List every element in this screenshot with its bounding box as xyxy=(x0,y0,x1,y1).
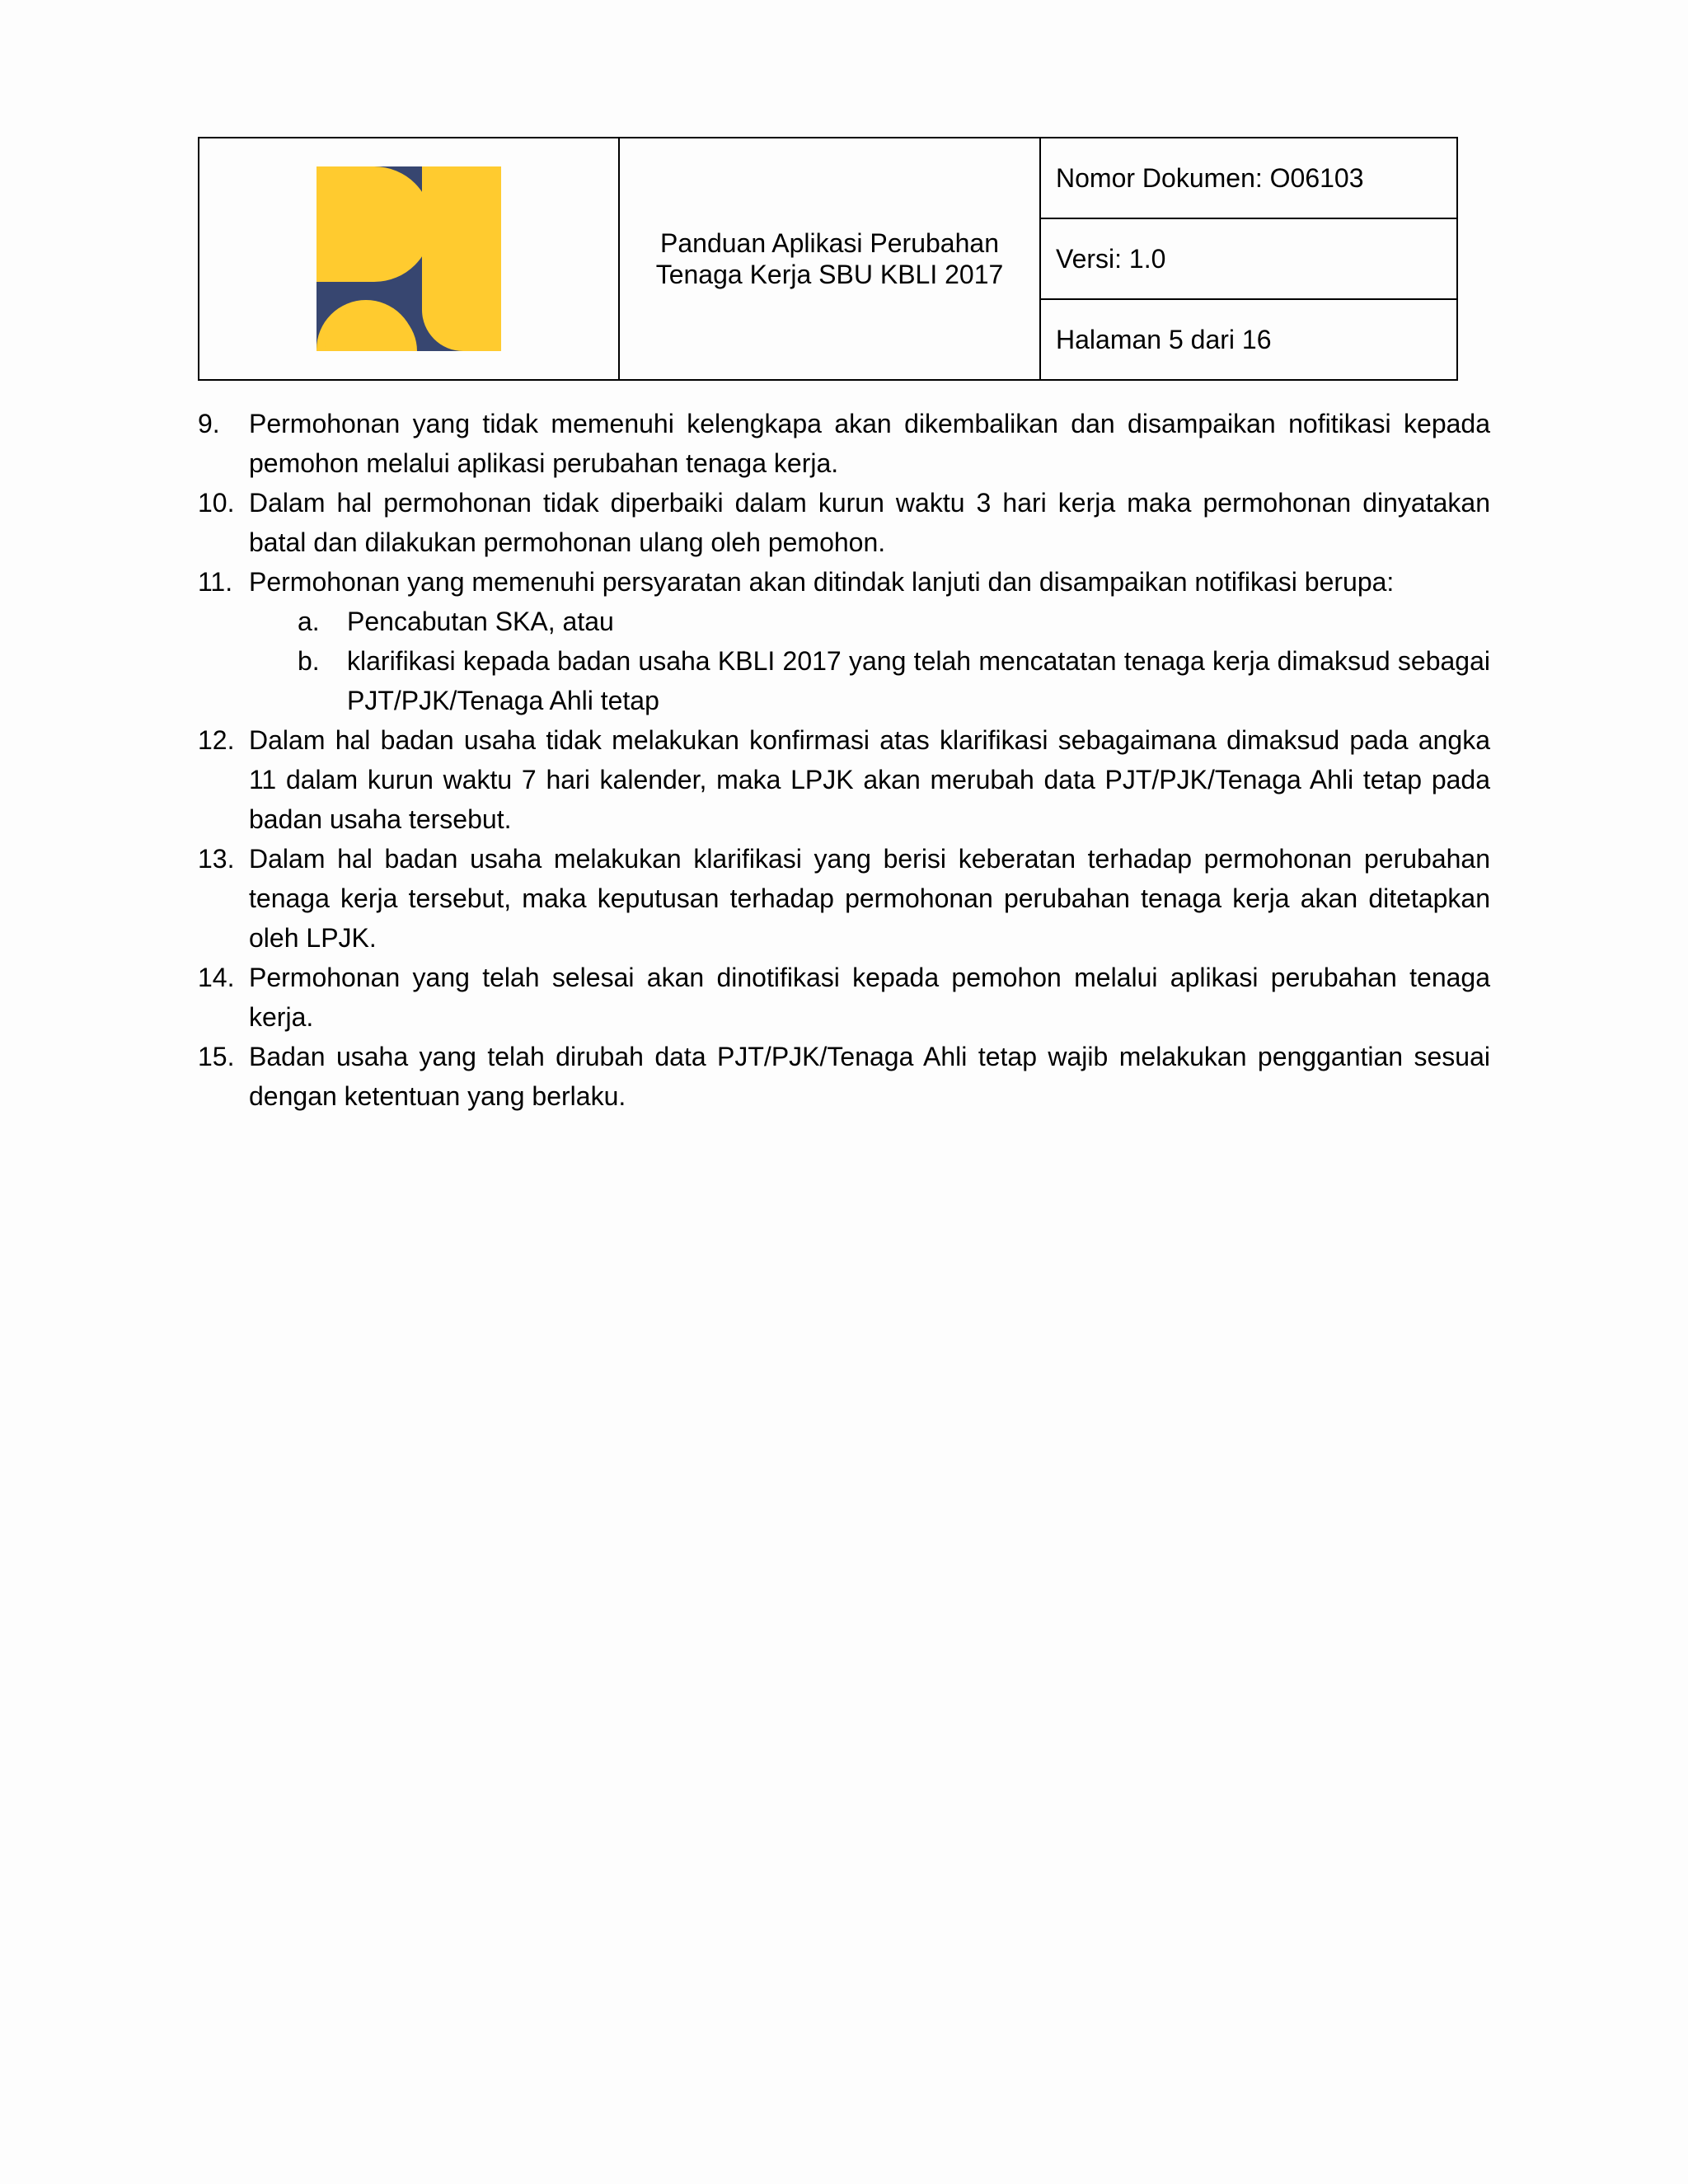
list-item-text: Permohonan yang telah selesai akan dinotifikasi kepada pemohon melalui aplikasi perubahan tenaga kerja. xyxy=(249,963,1490,1032)
sub-list-item-letter: b. xyxy=(298,646,320,676)
sub-list-item xyxy=(198,602,1490,641)
list-item-text: Permohonan yang tidak memenuhi kelengkapa akan dikembalikan dan disampaikan nofitikasi kepada pemohon melalui aplikasi perubahan tenaga kerja. xyxy=(249,409,1490,478)
sub-list-item xyxy=(198,641,1490,720)
sub-list-item-text: Pencabutan SKA, atau xyxy=(347,607,614,636)
page-number: Halaman 5 dari 16 xyxy=(1040,299,1457,380)
list-item xyxy=(198,483,1490,562)
list-item xyxy=(198,958,1490,1037)
list-item-text: Dalam hal badan usaha melakukan klarifikasi yang berisi keberatan terhadap permohonan perubahan tenaga kerja tersebut, maka keputusan terhadap permohonan perubahan tenaga kerja akan ditetapkan oleh LPJK. xyxy=(249,844,1490,953)
list-item xyxy=(198,562,1490,602)
list-item-number: 9. xyxy=(198,409,220,438)
list-item xyxy=(198,1037,1490,1116)
list-item-number: 11. xyxy=(198,567,233,597)
list-item-number: 12. xyxy=(198,725,235,755)
doc-version: Versi: 1.0 xyxy=(1040,218,1457,299)
document-title-line2: Tenaga Kerja SBU KBLI 2017 xyxy=(655,260,1004,289)
logo-cell xyxy=(199,138,619,380)
list-item-text: Dalam hal permohonan tidak diperbaiki dalam kurun waktu 3 hari kerja maka permohonan dinyatakan batal dan dilakukan permohonan ulang oleh pemohon. xyxy=(249,488,1490,557)
list-item-number: 14. xyxy=(198,963,235,992)
document-title-line1: Panduan Aplikasi Perubahan xyxy=(660,228,999,258)
list-item xyxy=(198,839,1490,958)
document-body xyxy=(198,404,1490,1116)
list-item xyxy=(198,720,1490,839)
list-item-text: Permohonan yang memenuhi persyaratan akan ditindak lanjuti dan disampaikan notifikasi berupa: xyxy=(249,567,1395,597)
doc-number: Nomor Dokumen: O06103 xyxy=(1040,138,1457,218)
document-header-table xyxy=(198,137,1458,381)
sub-list-item-letter: a. xyxy=(298,607,320,636)
list-item-text: Badan usaha yang telah dirubah data PJT/PJK/Tenaga Ahli tetap wajib melakukan penggantian sesuai dengan ketentuan yang berlaku. xyxy=(249,1042,1490,1111)
list-item xyxy=(198,404,1490,483)
list-item-number: 10. xyxy=(198,488,235,518)
document-title-cell xyxy=(619,138,1040,380)
list-item-text: Dalam hal badan usaha tidak melakukan konfirmasi atas klarifikasi sebagaimana dimaksud pada angka 11 dalam kurun waktu 7 hari kalender, maka LPJK akan merubah data PJT/PJK/Tenaga Ahli tetap pada badan usaha tersebut. xyxy=(249,725,1490,834)
pupr-logo-icon xyxy=(316,166,501,351)
list-item-number: 15. xyxy=(198,1042,235,1071)
sub-list-item-text: klarifikasi kepada badan usaha KBLI 2017 yang telah mencatatan tenaga kerja dimaksud sebagai PJT/PJK/Tenaga Ahli tetap xyxy=(347,646,1490,715)
list-item-number: 13. xyxy=(198,844,235,874)
